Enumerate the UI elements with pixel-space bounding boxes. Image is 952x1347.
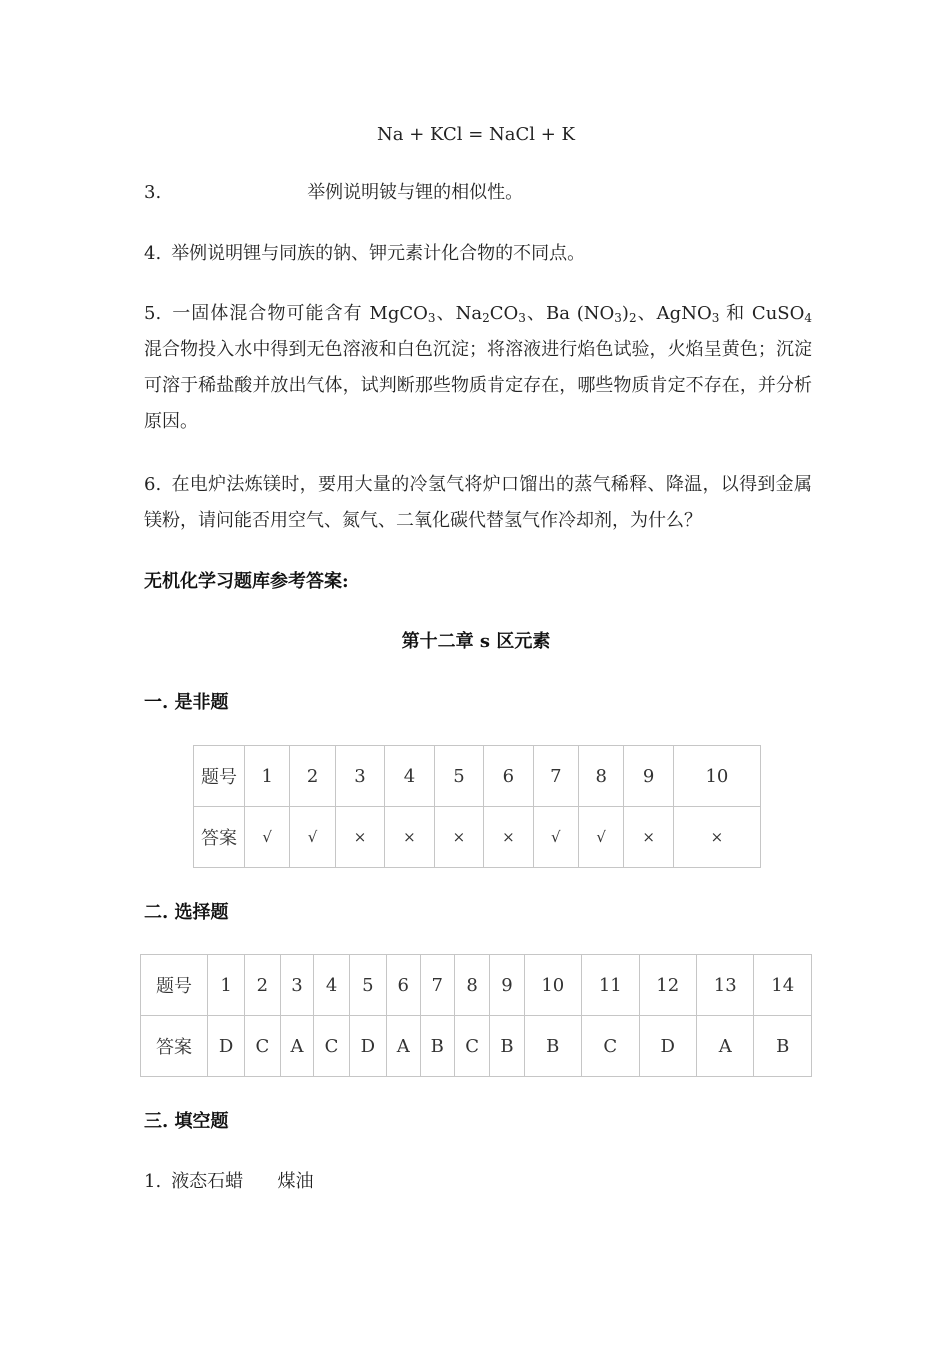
question-number-cell: 9 xyxy=(624,746,673,807)
subscript: 2 xyxy=(628,311,637,325)
item-number: 1. xyxy=(144,1171,162,1192)
question-number-cell: 10 xyxy=(673,746,760,807)
number-row xyxy=(194,746,761,807)
question-text: 混合物投入水中得到无色溶液和白色沉淀；将溶液进行焰色试验，火焰呈黄色；沉淀可溶于稀盐酸并放出气体，试判断那些物质肯定存在，哪些物质肯定不存在，并分析原因。 xyxy=(144,339,812,432)
answer-row xyxy=(141,1016,812,1077)
question-number-cell: 9 xyxy=(490,955,524,1016)
question-text: 举例说明铍与锂的相似性。 xyxy=(307,182,524,203)
answer-cell: C xyxy=(245,1016,281,1077)
question-number-cell: 6 xyxy=(484,746,533,807)
question-number-cell: 8 xyxy=(454,955,490,1016)
answer-cell: × xyxy=(673,807,760,868)
question-number-cell: 5 xyxy=(349,955,386,1016)
answer-cell: C xyxy=(454,1016,490,1077)
question-number-cell: 6 xyxy=(386,955,420,1016)
question-number: 3. xyxy=(144,182,162,203)
question-number-cell: 3 xyxy=(280,955,314,1016)
question-text: 举例说明锂与同族的钠、钾元素计化合物的不同点。 xyxy=(171,243,586,264)
question-number-cell: 5 xyxy=(434,746,483,807)
answer-cell: × xyxy=(624,807,673,868)
question-number-cell: 4 xyxy=(314,955,350,1016)
subscript: 2 xyxy=(482,311,490,325)
answer-cell: C xyxy=(582,1016,639,1077)
question-3 xyxy=(144,175,812,211)
question-number-cell: 2 xyxy=(245,955,281,1016)
answer-cell: D xyxy=(639,1016,696,1077)
question-text: 、Na xyxy=(435,303,483,324)
answer-cell: C xyxy=(314,1016,350,1077)
question-number-cell: 12 xyxy=(639,955,696,1016)
row-label: 答案 xyxy=(194,807,245,868)
question-text: CO xyxy=(489,303,519,324)
subscript: 3 xyxy=(427,311,436,325)
answer-cell: D xyxy=(208,1016,245,1077)
subscript: 3 xyxy=(711,311,720,325)
question-4 xyxy=(144,236,812,272)
question-6 xyxy=(144,467,812,539)
question-text: 、Ba (NO xyxy=(525,303,615,324)
question-text: ) xyxy=(621,303,629,324)
true-false-answer-table xyxy=(193,745,761,868)
answer-cell: B xyxy=(490,1016,524,1077)
answer-cell: √ xyxy=(245,807,290,868)
question-number-cell: 14 xyxy=(754,955,812,1016)
question-number-cell: 2 xyxy=(290,746,335,807)
section-3-heading: 三. 填空题 xyxy=(144,1111,229,1132)
answer-cell: A xyxy=(386,1016,420,1077)
answer-cell: A xyxy=(280,1016,314,1077)
answer-cell: × xyxy=(335,807,384,868)
answer-cell: D xyxy=(349,1016,386,1077)
question-number-cell: 3 xyxy=(335,746,384,807)
row-label: 题号 xyxy=(194,746,245,807)
answer-cell: √ xyxy=(290,807,335,868)
answer-cell: √ xyxy=(579,807,624,868)
answer-cell: × xyxy=(385,807,434,868)
question-number: 5. xyxy=(144,303,162,324)
fill-blank-item-1 xyxy=(144,1164,812,1200)
number-row xyxy=(141,955,812,1016)
answer-cell: × xyxy=(484,807,533,868)
question-number-cell: 7 xyxy=(533,746,578,807)
section-1-heading: 一. 是非题 xyxy=(144,692,229,713)
item-text: 液态石蜡 煤油 xyxy=(171,1171,314,1192)
question-number-cell: 1 xyxy=(245,746,290,807)
answer-cell: A xyxy=(696,1016,753,1077)
question-number-cell: 8 xyxy=(579,746,624,807)
answer-cell: × xyxy=(434,807,483,868)
subscript: 3 xyxy=(518,311,526,325)
answers-heading: 无机化学习题库参考答案: xyxy=(144,571,349,592)
section-2-heading: 二. 选择题 xyxy=(144,902,229,923)
answer-cell: B xyxy=(524,1016,581,1077)
question-number-cell: 1 xyxy=(208,955,245,1016)
question-number-cell: 13 xyxy=(696,955,753,1016)
question-5 xyxy=(144,296,812,440)
question-number: 4. xyxy=(144,243,162,264)
question-text: 、AgNO xyxy=(636,303,712,324)
question-number-cell: 11 xyxy=(582,955,639,1016)
answer-row xyxy=(194,807,761,868)
row-label: 答案 xyxy=(141,1016,208,1077)
question-number-cell: 10 xyxy=(524,955,581,1016)
chapter-title: 第十二章 s 区元素 xyxy=(401,631,551,652)
multiple-choice-answer-table xyxy=(140,954,812,1077)
subscript: 4 xyxy=(804,311,813,325)
question-number: 6. xyxy=(144,474,162,495)
answer-cell: √ xyxy=(533,807,578,868)
equation: Na + KCl = NaCl + K xyxy=(376,124,575,145)
subscript: 3 xyxy=(614,311,622,325)
question-text: 一固体混合物可能含有 MgCO xyxy=(171,303,428,324)
question-number-cell: 4 xyxy=(385,746,434,807)
answer-cell: B xyxy=(420,1016,454,1077)
question-number-cell: 7 xyxy=(420,955,454,1016)
answer-cell: B xyxy=(754,1016,812,1077)
question-text: 在电炉法炼镁时，要用大量的冷氢气将炉口馏出的蒸气稀释、降温，以得到金属镁粉，请问能否用空气、氮气、二氧化碳代替氢气作冷却剂，为什么？ xyxy=(144,474,812,531)
question-text: 和 CuSO xyxy=(719,303,805,324)
row-label: 题号 xyxy=(141,955,208,1016)
